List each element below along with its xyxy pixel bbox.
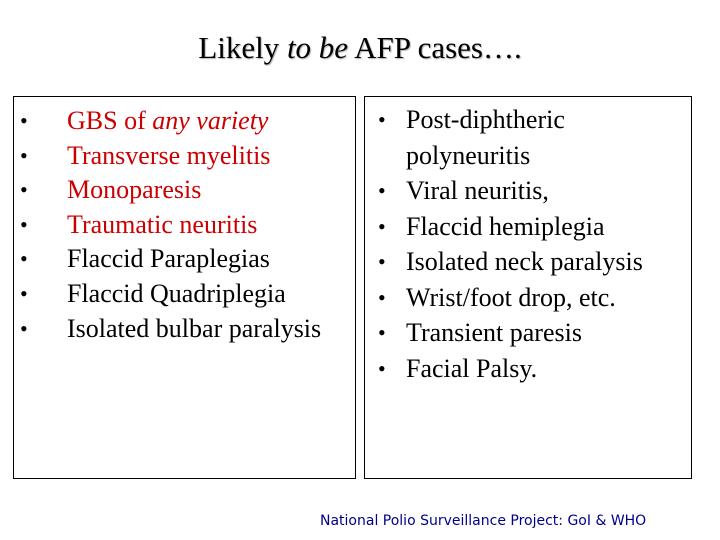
title-part-3: AFP cases…. bbox=[348, 30, 522, 65]
item-text: Flaccid Paraplegias bbox=[67, 244, 270, 274]
bullet-icon: • bbox=[20, 246, 28, 272]
list-item bbox=[378, 351, 690, 387]
item-text: Isolated bulbar paralysis bbox=[67, 313, 322, 343]
list-item bbox=[20, 242, 350, 277]
footer-credit: National Polio Surveillance Project: GoI & WHO bbox=[320, 513, 647, 529]
bullet-icon: • bbox=[20, 211, 28, 237]
item-text: GBS of bbox=[67, 106, 153, 135]
list-item bbox=[20, 173, 350, 208]
list-item bbox=[378, 315, 690, 351]
title-part-1: Likely bbox=[198, 30, 287, 65]
title-emphasis: to be bbox=[286, 30, 349, 65]
bullet-icon: • bbox=[378, 320, 386, 345]
list-item bbox=[20, 104, 350, 139]
list-item bbox=[378, 209, 690, 245]
bullet-icon: • bbox=[20, 108, 28, 133]
bullet-icon: • bbox=[378, 107, 386, 132]
list-item bbox=[378, 280, 690, 316]
item-text: Flaccid hemiplegia bbox=[406, 211, 605, 241]
bullet-icon: • bbox=[378, 355, 386, 381]
list-item bbox=[20, 312, 350, 347]
list-item bbox=[20, 208, 350, 243]
bullet-icon: • bbox=[378, 284, 386, 310]
item-text: Post-diphtheric polyneuritis bbox=[406, 105, 565, 170]
item-text: Transverse myelitis bbox=[67, 140, 271, 170]
list-item bbox=[378, 102, 690, 173]
item-text: Wrist/foot drop, etc. bbox=[406, 282, 616, 312]
left-list bbox=[20, 104, 350, 346]
bullet-icon: • bbox=[378, 249, 386, 274]
item-text: Flaccid Quadriplegia bbox=[67, 278, 286, 308]
list-item bbox=[378, 173, 690, 209]
bullet-icon: • bbox=[20, 280, 28, 306]
item-emphasis: any variety bbox=[152, 106, 269, 135]
list-item bbox=[20, 277, 350, 312]
bullet-icon: • bbox=[20, 315, 28, 341]
slide-title bbox=[0, 30, 720, 66]
item-text: Viral neuritis, bbox=[406, 176, 549, 205]
item-text: Isolated neck paralysis bbox=[406, 247, 643, 276]
bullet-icon: • bbox=[378, 213, 386, 239]
item-text: Monoparesis bbox=[67, 175, 202, 205]
right-list bbox=[378, 102, 690, 386]
list-item bbox=[20, 139, 350, 174]
bullet-icon: • bbox=[20, 177, 28, 203]
bullet-icon: • bbox=[378, 178, 386, 203]
item-text: Transient paresis bbox=[406, 318, 582, 347]
list-item bbox=[378, 244, 690, 280]
bullet-icon: • bbox=[20, 142, 28, 168]
item-text: Facial Palsy. bbox=[406, 353, 538, 383]
item-text: Traumatic neuritis bbox=[67, 209, 258, 239]
